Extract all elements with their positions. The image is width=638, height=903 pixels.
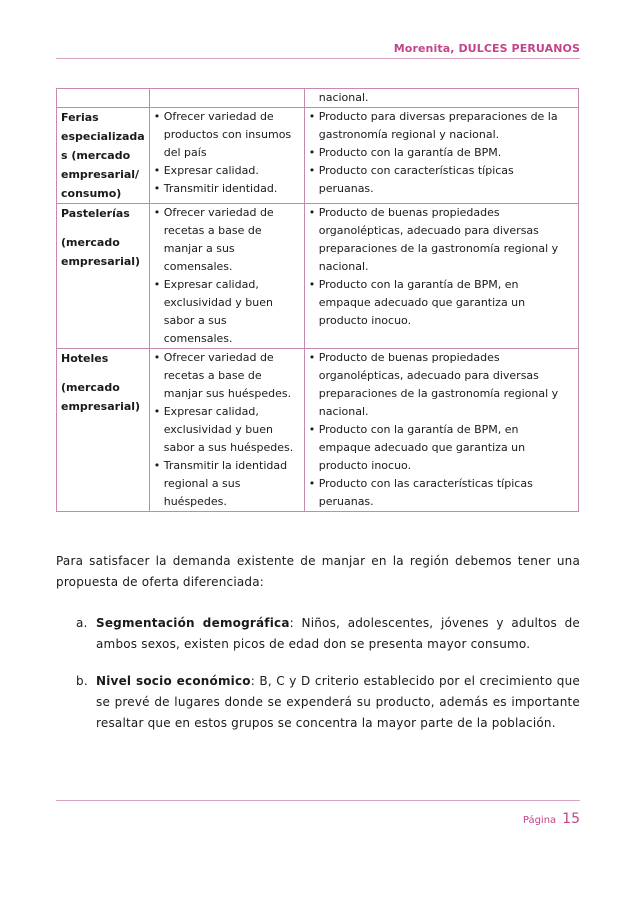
bullet-line: • Transmitir identidad. [163,182,278,195]
bullet-line: • Producto con la garantía de BPM, en [318,423,519,436]
bullet-item [154,457,300,511]
bullet-item [154,180,300,198]
footer-divider [56,800,580,801]
segment-name: especializada [61,130,145,143]
table-row [57,349,579,512]
bullet-line: • Transmitir la identidad [163,459,288,472]
bullet-item [309,276,574,330]
bullet-item [154,204,300,276]
bullet-line: nacional. [318,260,369,273]
bullet-line: comensales. [163,260,233,273]
bullet-line: peruanas. [318,495,374,508]
bullet-line: comensales. [163,332,233,345]
bullet-line: manjar a sus [163,242,235,255]
bullet-item [309,349,574,421]
bullet-line: preparaciones de la gastronomía regional y [318,387,559,400]
bullet-line: sabor a sus huéspedes. [163,441,294,454]
segment-name: s (mercado [61,149,131,162]
page-footer [523,808,580,827]
needs-cell [149,349,304,512]
bullet-line: • Producto de buenas propiedades [318,206,500,219]
bullet-line: gastronomía regional y nacional. [318,128,500,141]
bullet-line: • Ofrecer variedad de [163,110,274,123]
bullet-line: peruanas. [318,182,374,195]
bullet-line: manjar sus huéspedes. [163,387,292,400]
segment-name: consumo) [61,187,122,200]
table-cell [304,89,578,108]
segment-name: empresarial/ [61,168,140,181]
bullet-line: productos con insumos [163,128,292,141]
bullet-line: organolépticas, adecuado para diversas [318,369,539,382]
bullet-line: exclusividad y buen [163,423,273,436]
header-title: Morenita, DULCES PERUANOS [393,42,580,55]
bullet-line: regional a sus [163,477,241,490]
bullet-line: • Expresar calidad. [163,164,259,177]
offer-table [56,88,579,512]
offer-cell [304,204,578,349]
page-label: Página [522,815,557,826]
bullet-item [154,403,300,457]
list-item-term: Nivel socio económico [96,674,251,688]
header-divider [56,58,580,59]
bullet-line: • Expresar calidad, [163,278,259,291]
bullet-item [154,162,300,180]
page-number: 15 [562,811,580,827]
segment-name: Ferias [61,111,99,124]
bullet-item [309,204,574,276]
segment-market: (mercado empresarial) [61,236,141,268]
list-item-text: : Niños, adolescentes, jóvenes y adultos de ambos sexos, existen picos de edad don se presenta mayor consumo. [96,616,580,651]
offer-cell [304,349,578,512]
bullet-item [154,276,300,348]
bullet-item [309,108,574,144]
segment-name: Pastelerías [61,207,130,220]
list-item-label: b. [76,674,88,688]
bullet-line: organolépticas, adecuado para diversas [318,224,539,237]
bullet-line: • Producto con la garantía de BPM. [318,146,502,159]
needs-cell [149,108,304,204]
bullet-line: producto inocuo. [318,314,412,327]
list-item-label: a. [76,616,88,630]
needs-cell [149,204,304,349]
bullet-line: • Producto de buenas propiedades [318,351,500,364]
list-item-term: Segmentación demográfica [96,616,290,630]
bullet-line: empaque adecuado que garantiza un [318,441,526,454]
intro-paragraph: Para satisfacer la demanda existente de manjar en la región debemos tener una propuesta de oferta diferenciada: [56,554,580,589]
bullet-line: huéspedes. [163,495,227,508]
bullet-item [154,349,300,403]
table-row [57,204,579,349]
offer-cell [304,108,578,204]
bullet-line: nacional. [318,405,369,418]
segment-market: (mercado empresarial) [61,381,141,413]
segment-name: Hoteles [61,352,109,365]
table-cell [149,89,304,108]
bullet-item [309,421,574,475]
bullet-line: empaque adecuado que garantiza un [318,296,526,309]
bullet-line: recetas a base de [163,224,262,237]
table-row [57,108,579,204]
bullet-line: recetas a base de [163,369,262,382]
bullet-line: • Ofrecer variedad de [163,351,274,364]
bullet-line: producto inocuo. [318,459,412,472]
cell-text: nacional. [318,91,369,104]
bullet-item [309,144,574,162]
bullet-item [154,108,300,162]
list-item-segmentation [76,613,580,655]
bullet-line: preparaciones de la gastronomía regional y [318,242,559,255]
bullet-line: • Producto con las características típicas [318,477,533,490]
bullet-line: del país [163,146,207,159]
bullet-item [309,162,574,198]
list-item-text: : B, C y D criterio establecido por el crecimiento que se prevé de lugares donde se expenderá su producto, además es importante resaltar que en estos grupos se concentra la mayor parte de la población. [96,674,581,730]
bullet-line: • Producto con la garantía de BPM, en [318,278,519,291]
segment-cell [57,204,150,349]
bullet-line: • Ofrecer variedad de [163,206,274,219]
bullet-line: • Producto para diversas preparaciones de la [318,110,558,123]
list-item-socioeconomic [76,671,580,734]
bullet-item [309,475,574,511]
bullet-line: • Expresar calidad, [163,405,259,418]
segment-cell [57,108,150,204]
bullet-line: • Producto con características típicas [318,164,514,177]
segment-cell [57,349,150,512]
table-cell [57,89,150,108]
table-row-continuation [57,89,579,108]
bullet-line: sabor a sus [163,314,227,327]
bullet-line: exclusividad y buen [163,296,273,309]
